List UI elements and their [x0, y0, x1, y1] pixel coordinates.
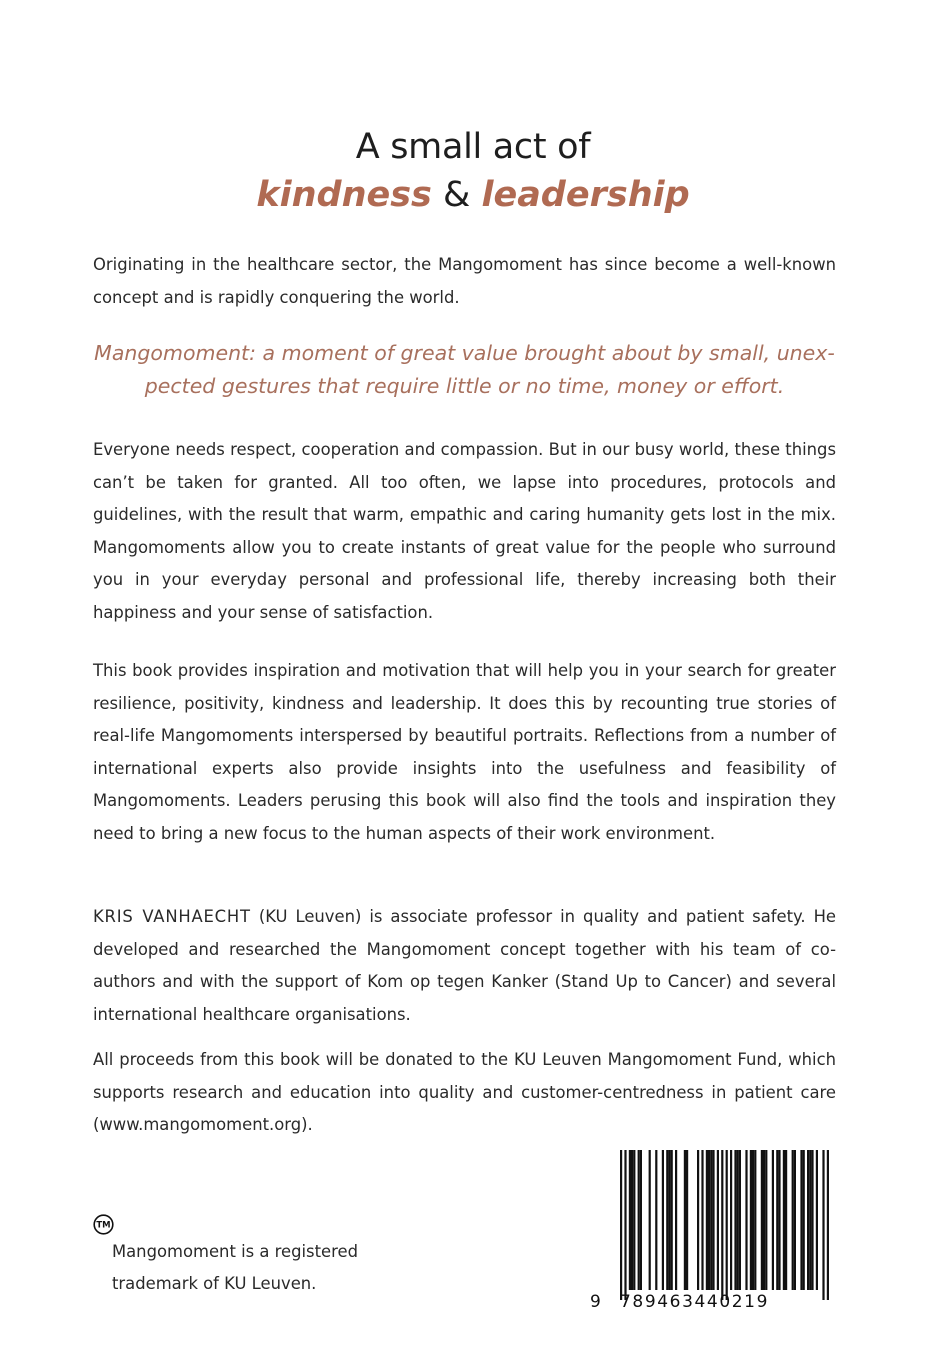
- barcode-bar: [761, 1150, 763, 1290]
- barcode-bar: [701, 1150, 703, 1290]
- trademark-symbol-text: TM: [96, 1220, 111, 1231]
- definition-quote: [93, 337, 836, 403]
- barcode-guard-bar: [624, 1150, 626, 1300]
- barcode-bar: [752, 1150, 754, 1290]
- barcode-bar: [708, 1150, 710, 1290]
- barcode-bar: [671, 1150, 673, 1290]
- barcode-bar: [785, 1150, 787, 1290]
- barcode-bar: [809, 1150, 811, 1290]
- barcode-guard-bar: [827, 1150, 829, 1300]
- barcode-bar: [666, 1150, 668, 1290]
- barcode-bar: [684, 1150, 686, 1290]
- barcode-bar: [792, 1150, 794, 1290]
- barcode-guard-bar: [620, 1150, 622, 1300]
- paragraph-book: This book provides inspiration and motivation that will help you in your search for greater resilience, positivity, kindness and leadership. It does this by recounting true stories of real-life Mangomoments interspersed by beautiful portraits. Reflections from a number of international experts also provide insights into the usefulness and feasibility of Mangomoments. Leaders perusing this book will also find the tools and inspiration they need to bring a new focus to the human aspects of their work environment.: [93, 661, 836, 843]
- barcode-bar: [706, 1150, 708, 1290]
- barcode-bar: [750, 1150, 752, 1290]
- barcode-bar: [794, 1150, 796, 1290]
- trademark-icon: [93, 1214, 114, 1235]
- author-bio-text: (KU Leuven) is associate professor in quality and patient safety. He developed and researched the Mangomoment concept together with his team of co-authors and with the support of Kom op tegen Kanker (Stand Up to Cancer) and several international healthcare organisations.: [93, 907, 836, 1024]
- barcode-bar: [803, 1150, 805, 1290]
- title-connector: &: [431, 175, 482, 215]
- title-line-1: A small act of: [355, 127, 591, 167]
- barcode-bar: [763, 1150, 765, 1290]
- quote-line-2: pected gestures that require little or no time, money or effort.: [144, 374, 785, 398]
- barcode-guard-bar: [822, 1150, 824, 1300]
- trademark-note: [93, 1214, 393, 1293]
- barcode-bar: [811, 1150, 813, 1290]
- quote-line-1: Mangomoment: a moment of great value brought about by small, unex-: [94, 341, 835, 365]
- barcode-guard-bar: [726, 1150, 728, 1300]
- barcode-bar: [737, 1150, 739, 1290]
- barcode-bar: [712, 1150, 714, 1290]
- barcode-bar: [800, 1150, 802, 1290]
- barcode-bar: [662, 1150, 664, 1290]
- barcode-bar: [668, 1150, 670, 1290]
- barcode-bar: [686, 1150, 688, 1290]
- proceeds-paragraph: All proceeds from this book will be donated to the KU Leuven Mangomoment Fund, which supports research and education into quality and customer-centredness in patient care (www.mangomoment.org).: [93, 1050, 836, 1135]
- barcode-bar: [697, 1150, 699, 1290]
- barcode-bar: [734, 1150, 736, 1290]
- title-line-2: [0, 172, 946, 218]
- barcode-bar: [631, 1150, 633, 1290]
- trademark-text: [112, 1236, 412, 1300]
- barcode-bar: [730, 1150, 732, 1290]
- barcode-bar: [816, 1150, 818, 1290]
- barcode-bar: [633, 1150, 635, 1290]
- barcode-bar: [649, 1150, 651, 1290]
- barcode-bar: [640, 1150, 642, 1290]
- barcode-bar: [772, 1150, 774, 1290]
- trademark-line-2: trademark of KU Leuven.: [112, 1274, 317, 1293]
- barcode-bar: [629, 1150, 631, 1290]
- barcode-number: [590, 1292, 830, 1312]
- barcode-bar: [739, 1150, 741, 1290]
- barcode-bar: [776, 1150, 778, 1290]
- barcode-bars: [590, 1150, 830, 1300]
- barcode-bar: [807, 1150, 809, 1290]
- barcode-bar: [754, 1150, 756, 1290]
- barcode-bar: [765, 1150, 767, 1290]
- paragraph-respect: Everyone needs respect, cooperation and compassion. But in our busy world, these things can’t be taken for granted. All too often, we lapse into procedures, protocols and guidelines, with the result that warm, empathic and caring humanity gets lost in the mix. Mangomoments allow you to create instants of great value for the people who surround you in your everyday personal and professional life, thereby increasing both their happiness and your sense of satisfaction.: [93, 440, 836, 622]
- barcode-bar: [778, 1150, 780, 1290]
- author-name: KRIS VANHAECHT: [93, 907, 251, 926]
- title-accent-kindness: kindness: [256, 175, 432, 215]
- barcode-bar: [710, 1150, 712, 1290]
- title-accent-leadership: leadership: [481, 175, 690, 215]
- cover-title: [0, 122, 946, 218]
- barcode-bar: [675, 1150, 677, 1290]
- barcode-bar: [638, 1150, 640, 1290]
- author-bio: [93, 901, 836, 1031]
- barcode-bar: [717, 1150, 719, 1290]
- barcode-bar: [655, 1150, 657, 1290]
- barcode-bar: [783, 1150, 785, 1290]
- isbn-barcode: [590, 1150, 830, 1320]
- barcode-guard-bar: [721, 1150, 723, 1300]
- barcode-digits: 789463440219: [620, 1292, 769, 1312]
- barcode-bar: [745, 1150, 747, 1290]
- intro-paragraph: Originating in the healthcare sector, the Mangomoment has since become a well-known concept and is rapidly conquering the world.: [93, 255, 836, 307]
- trademark-line-1: Mangomoment is a registered: [112, 1242, 358, 1261]
- barcode-lead-digit: 9: [590, 1292, 603, 1312]
